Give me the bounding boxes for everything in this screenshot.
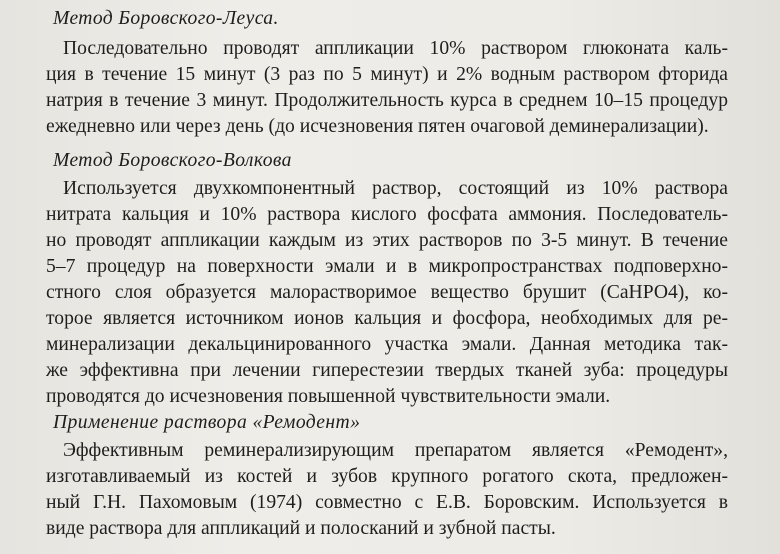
paragraph-line: но проводят аппликации каждым из этих растворов по 3-5 минут. В течение [46, 230, 728, 251]
paragraph-line: натрия в течение 3 минут. Продолжительность курса в среднем 10–15 процедур [46, 90, 728, 111]
paragraph-line: торое является источником ионов кальция и фосфора, необходимых для ре- [46, 308, 728, 329]
paragraph-line: нитрата кальция и 10% раствора кислого фосфата аммония. Последователь- [46, 204, 728, 225]
paragraph-line: виде раствора для аппликаций и полосканий и зубной пасты. [46, 518, 556, 539]
paragraph-line: Используется двухкомпонентный раствор, состоящий из 10% раствора [63, 178, 728, 199]
paragraph-line: Последовательно проводят аппликации 10% раствором глюконата каль- [63, 38, 728, 59]
paragraph-line: ежедневно или через день (до исчезновения пятен очаговой деминерализации). [46, 116, 709, 137]
paragraph-line: же эффективна при лечении гиперестезии твердых тканей зуба: процедуры [46, 360, 728, 381]
section-heading: Применение раствора «Ремодент» [53, 412, 361, 433]
paragraph-line: Эффективным реминерализирующим препаратом является «Ремодент», [63, 440, 728, 461]
paragraph-line: ция в течение 15 минут (3 раз по 5 минут) и 2% водным раствором фторида [46, 64, 728, 85]
section-heading: Метод Боровского-Леуса. [53, 8, 279, 29]
paragraph-line: изготавливаемый из костей и зубов крупного рогатого скота, предложен- [46, 466, 728, 487]
cut-off-header-line [320, 0, 550, 6]
paragraph-line: ный Г.Н. Пахомовым (1974) совместно с Е.В. Боровским. Используется в [46, 492, 728, 513]
paragraph-line: минерализации декальцинированного участка эмали. Данная методика так- [46, 334, 728, 355]
paragraph-line: 5–7 процедур на поверхности эмали и в микропространствах подповерхно- [46, 256, 728, 277]
section-heading: Метод Боровского-Волкова [53, 150, 292, 171]
paragraph-line: стного слоя образуется малорастворимое вещество брушит (СаНРО4), ко- [46, 282, 728, 303]
paragraph-line: проводятся до исчезновения повышенной чувствительности эмали. [46, 386, 611, 407]
